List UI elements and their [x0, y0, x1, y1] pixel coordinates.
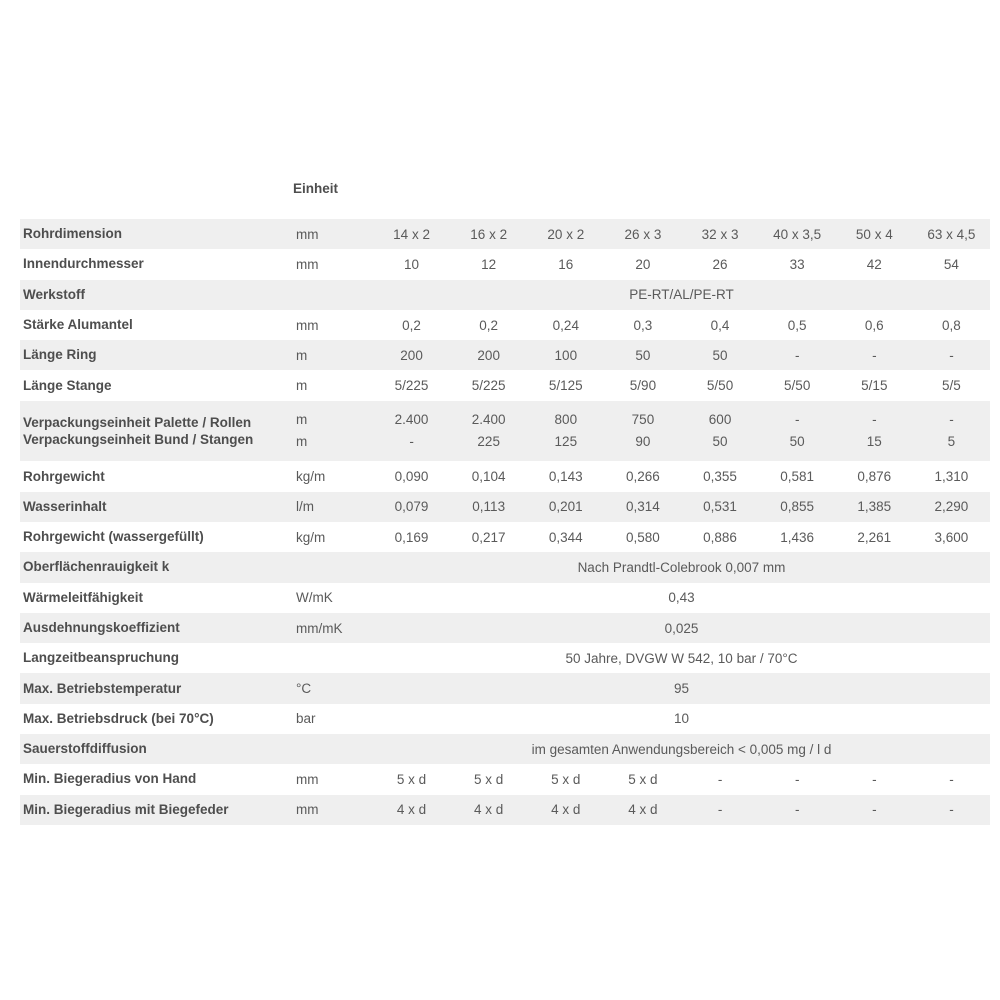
row-label: Rohrdimension: [23, 226, 123, 242]
cell-value: [759, 409, 836, 453]
cell-line: -: [872, 412, 877, 428]
row-unit: mm: [296, 256, 319, 272]
row-unit: kg/m: [296, 469, 326, 485]
merged-value: 50 Jahre, DVGW W 542, 10 bar / 70°C: [565, 650, 798, 666]
cell-value: 0,217: [471, 529, 506, 545]
table-row: [20, 795, 990, 825]
cell-value: 14 x 2: [393, 226, 430, 242]
cell-value: 0,090: [394, 469, 429, 485]
cell-line: 15: [866, 434, 882, 450]
cell-value: 0,580: [626, 529, 660, 545]
row-label: Stärke Alumantel: [23, 317, 133, 333]
row-unit: [293, 409, 373, 453]
row-unit: m: [296, 347, 308, 363]
cell-value: [604, 409, 681, 453]
cell-value: 26 x 3: [624, 226, 662, 242]
cell-value: 4 x d: [396, 802, 427, 818]
cell-value: 200: [477, 347, 500, 363]
cell-value: -: [949, 771, 954, 787]
merged-value: 10: [673, 711, 690, 727]
cell-line: 50: [789, 434, 805, 450]
table-row: [20, 370, 990, 400]
row-unit: mm: [296, 802, 319, 818]
cell-line: m: [296, 412, 308, 428]
cell-value: 40 x 3,5: [773, 226, 822, 242]
cell-line: 125: [554, 434, 578, 450]
cell-value: 2,290: [934, 499, 969, 515]
cell-value: 0,314: [626, 499, 660, 515]
cell-value: 0,531: [703, 499, 737, 515]
cell-value: -: [717, 771, 723, 787]
merged-value: Nach Prandtl-Colebrook 0,007 mm: [577, 559, 786, 575]
cell-value: -: [872, 802, 877, 818]
cell-line: m: [296, 434, 308, 450]
cell-value: 1,436: [780, 529, 815, 545]
cell-value: 0,143: [548, 469, 583, 485]
cell-value: 0,104: [471, 469, 506, 485]
table-row: [20, 492, 990, 522]
cell-value: 0,355: [703, 469, 737, 485]
cell-value: 32 x 3: [701, 226, 739, 242]
cell-value: 5/15: [861, 378, 888, 394]
row-label: Max. Betriebsdruck (bei 70°C): [23, 710, 214, 726]
row-unit: mm/mK: [296, 620, 343, 636]
cell-value: 26: [712, 256, 728, 272]
table-row: [20, 310, 990, 340]
table-row: [20, 734, 990, 764]
cell-line: 50: [712, 434, 728, 450]
table-row: [20, 673, 990, 703]
pipe-spec-table: [20, 219, 990, 825]
cell-value: [913, 409, 990, 453]
cell-value: 0,3: [633, 317, 653, 333]
cell-value: 1,385: [857, 499, 892, 515]
cell-value: 5 x d: [396, 771, 427, 787]
table-row: [20, 704, 990, 734]
cell-value: 0,5: [787, 317, 807, 333]
cell-value: [682, 409, 759, 453]
cell-line: Verpackungseinheit Bund / Stangen: [23, 432, 254, 448]
cell-value: 1,310: [934, 469, 969, 485]
row-unit: °C: [296, 681, 312, 697]
cell-value: -: [949, 802, 954, 818]
row-label: Rohrgewicht (wassergefüllt): [23, 529, 204, 545]
cell-line: 225: [477, 434, 500, 450]
merged-value: im gesamten Anwendungsbereich < 0,005 mg / l d: [531, 741, 832, 757]
cell-value: 10: [404, 256, 420, 272]
cell-value: [836, 409, 913, 453]
table-row: [20, 764, 990, 794]
cell-value: 0,6: [864, 317, 884, 333]
cell-value: -: [794, 771, 800, 787]
row-label: Oberflächenrauigkeit k: [23, 559, 170, 575]
row-unit: mm: [296, 771, 319, 787]
cell-line: 2.400: [394, 412, 429, 428]
merged-value: 95: [673, 681, 690, 697]
cell-value: 5 x d: [628, 771, 658, 787]
cell-value: 5/90: [629, 378, 657, 394]
cell-value: 54: [943, 256, 959, 272]
row-unit: W/mK: [296, 590, 333, 606]
cell-value: [450, 409, 527, 453]
table-row: [20, 219, 990, 249]
cell-value: 0,4: [710, 317, 730, 333]
row-label: Wasserinhalt: [23, 498, 107, 514]
row-label: Rohrgewicht: [23, 468, 105, 484]
cell-value: 0,344: [548, 529, 583, 545]
cell-value: -: [872, 347, 877, 363]
cell-value: 50: [635, 347, 651, 363]
cell-value: -: [794, 802, 800, 818]
table-row: [20, 583, 990, 613]
cell-value: -: [717, 802, 723, 818]
unit-column-header: Einheit: [293, 181, 339, 196]
merged-value: PE-RT/AL/PE-RT: [629, 287, 734, 303]
table-row: [20, 522, 990, 552]
cell-value: 0,24: [552, 317, 579, 333]
cell-line: Verpackungseinheit Palette / Rollen: [23, 415, 252, 431]
cell-value: 5/50: [784, 378, 811, 394]
row-unit: kg/m: [296, 529, 326, 545]
cell-value: 20: [635, 256, 651, 272]
row-label: Werkstoff: [23, 286, 86, 302]
cell-value: 16: [558, 256, 574, 272]
merged-value: 0,43: [668, 590, 695, 606]
cell-value: 50 x 4: [855, 226, 893, 242]
cell-value: 63 x 4,5: [927, 226, 976, 242]
cell-value: 5/5: [942, 378, 961, 394]
row-unit: m: [296, 378, 308, 394]
cell-line: 800: [554, 412, 578, 428]
cell-value: -: [794, 347, 800, 363]
cell-value: 0,876: [857, 469, 892, 485]
cell-value: 0,2: [479, 317, 499, 333]
cell-line: 600: [708, 412, 732, 428]
cell-value: 5/50: [706, 378, 734, 394]
cell-line: 2.400: [471, 412, 506, 428]
cell-value: -: [949, 347, 954, 363]
cell-value: 12: [481, 256, 497, 272]
table-row: [20, 552, 990, 582]
cell-value: 0,201: [548, 499, 583, 515]
cell-line: 5: [947, 434, 956, 450]
row-unit: bar: [296, 711, 316, 727]
cell-value: 0,079: [394, 499, 429, 515]
cell-value: 0,886: [703, 529, 737, 545]
table-row: [20, 340, 990, 370]
cell-value: 20 x 2: [547, 226, 585, 242]
cell-value: 5/225: [394, 378, 429, 394]
cell-line: 750: [631, 412, 655, 428]
cell-value: 2,261: [857, 529, 892, 545]
cell-value: 5 x d: [551, 771, 581, 787]
row-unit: mm: [296, 226, 319, 242]
table-row: [20, 643, 990, 673]
cell-value: 16 x 2: [470, 226, 508, 242]
cell-line: -: [949, 412, 954, 428]
table-row: [20, 461, 990, 491]
merged-value: 0,025: [664, 620, 699, 636]
cell-value: 0,169: [394, 529, 429, 545]
cell-line: 90: [635, 434, 651, 450]
row-label: Länge Ring: [23, 347, 97, 363]
cell-value: 5/225: [471, 378, 506, 394]
row-label: [20, 414, 293, 448]
cell-value: 42: [866, 256, 882, 272]
cell-value: 0,581: [780, 469, 815, 485]
cell-value: 100: [554, 347, 578, 363]
cell-value: 4 x d: [551, 802, 581, 818]
cell-value: 5 x d: [474, 771, 504, 787]
row-label: Langzeitbeanspruchung: [23, 650, 180, 666]
row-label: Min. Biegeradius von Hand: [23, 771, 197, 787]
cell-value: 4 x d: [474, 802, 504, 818]
row-label: Wärmeleitfähigkeit: [23, 589, 144, 605]
cell-value: [373, 409, 450, 453]
cell-value: 0,266: [626, 469, 660, 485]
table-row: [20, 401, 990, 462]
cell-value: 0,8: [942, 317, 961, 333]
cell-value: 200: [400, 347, 423, 363]
cell-value: 50: [712, 347, 728, 363]
cell-value: -: [872, 771, 877, 787]
table-row: [20, 613, 990, 643]
row-unit: l/m: [296, 499, 314, 515]
table-row: [20, 249, 990, 279]
row-label: Min. Biegeradius mit Biegefeder: [23, 801, 229, 817]
row-label: Sauerstoffdiffusion: [23, 741, 147, 757]
row-unit: mm: [296, 317, 319, 333]
cell-value: 5/125: [548, 378, 583, 394]
row-label: Innendurchmesser: [23, 256, 144, 272]
cell-line: -: [794, 412, 800, 428]
cell-value: 3,600: [934, 529, 969, 545]
cell-value: [527, 409, 604, 453]
row-label: Ausdehnungskoeffizient: [23, 620, 180, 635]
table-row: [20, 280, 990, 310]
cell-value: 0,855: [780, 499, 815, 515]
cell-line: -: [409, 434, 414, 450]
cell-value: 4 x d: [628, 802, 658, 818]
cell-value: 33: [789, 256, 805, 272]
cell-value: 0,2: [402, 317, 421, 333]
row-label: Max. Betriebstemperatur: [23, 680, 182, 696]
row-label: Länge Stange: [23, 377, 112, 393]
cell-value: 0,113: [472, 499, 506, 515]
